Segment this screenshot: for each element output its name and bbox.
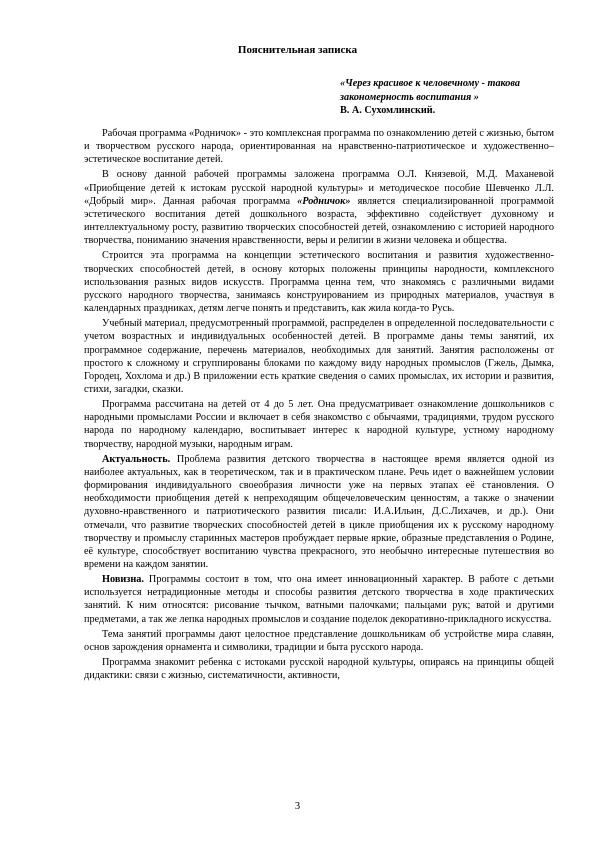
paragraph (84, 317, 554, 396)
paragraph (84, 168, 554, 247)
paragraph (84, 398, 554, 451)
epigraph-author: В. А. Сухомлинский. (340, 105, 436, 116)
page-number: 3 (294, 801, 301, 812)
document-title: Пояснительная записка (237, 44, 358, 56)
paragraph-text: Программа рассчитана на детей от 4 до 5 лет. Она предусматривает ознакомление дошкольников с народными промыслами России и включает в себя знакомство с обычаями, традициями, трудом русского народа по народному календарю, воспитывает интерес к народной культуре, устному народному творчеству, народной музыки, народным играм. (84, 399, 554, 450)
paragraph (84, 628, 554, 654)
paragraph (84, 453, 554, 571)
paragraph-text: является специализированной программой эстетического воспитания детей дошкольного возраста, эффективно содействует духовному и интеллектуальному росту, развитию творческих способностей детей, ознакомлению с историей народного творчества, пониманию значения нравственности, веры и религии в жизни человека и общества. (84, 195, 555, 247)
paragraph-text: Программа знакомит ребенка с истоками русской народной культуры, опираясь на принципы общей дидактики: связи с жизнью, систематичности, активности, (84, 657, 554, 682)
paragraph-text: Строится эта программа на концепции эстетического воспитания и развития художественно-творческих способностей детей, в основу которых положены принципы народности, комплексного использования разных видов искусств. Программа ценна тем, что знакомясь с различными видами русского народного творчества, занимаясь конструированием из природных материалов, участвуя в календарных праздниках, детям легче понять и представить, как жила когда-то Русь. (84, 250, 554, 315)
paragraph (84, 573, 554, 626)
epigraph (340, 77, 560, 118)
paragraph (84, 249, 554, 315)
paragraph-text: Тема занятий программы дают целостное представление дошкольникам об устройстве мира славян, основ зарождения орнамента и символики, традиции и быта русского народа. (84, 628, 554, 653)
paragraph (84, 656, 554, 682)
epigraph-quote: «Через красивое к человечному - такова закономерность воспитания » (340, 78, 520, 103)
paragraph-text: В основу данной рабочей программы заложена программа О.Л. Князевой, М.Д. Маханевой «Приобщение детей к истокам русской народной культуры» и методическое пособие Шевченко Л.Л. «Добрый мир». Данная рабочая программа (84, 169, 554, 207)
section-heading-novelty: Новизна. (102, 574, 144, 586)
paragraph-text: Учебный материал, предусмотренный программой, распределен в определенной последовательности с учетом возрастных и индивидуальных особенностей детей. В программе даны темы занятий, их программное содержание, перечень материалов, необходимых для занятий. Занятия расположены от простого к сложному и сгруппированы блоками по каждому виду народных промыслов (Гжель, Дымка, Городец, Хохлома и др.) В приложении есть краткие сведения о самих промыслах, их истории и развития, стихи, загадки, сказки. (84, 318, 554, 395)
section-heading-relevance: Актуальность. (102, 453, 171, 465)
paragraph-text: Рабочая программа «Родничок» - это комплексная программа по ознакомлению детей с жизнью, бытом и творчеством русского народа, ориентированная на нравственно-патриотическое и художественно–эстетическое воспитание детей. (84, 128, 554, 166)
paragraph (84, 127, 554, 166)
program-name-emphasis: «Родничок» (297, 195, 351, 207)
paragraph-text: Программы состоит в том, что она имеет инновационный характер. В работе с детьми используется нетрадиционные методы и способы развития детского творчества в ходе практических занятий. К ним относятся: рисование тычком, ватными палочками; пальцами рук; ватой и другими предметами, а так же лепка народных промыслов и создание поделок декоративно-прикладного искусства. (84, 574, 554, 625)
paragraph-text: Проблема развития детского творчества в настоящее время является одной из наиболее актуальных, как в теоретическом, так и в практическом плане. Речь идет о важнейшем условии формирования индивидуального своеобразия личности уже на первых этапах её становления. О необходимости приобщения детей к непреходящим общечеловеческим ценностям, а также о значении духовно-нравственного и патриотического развития писали: И.А.Ильин, Д.С.Лихачев, и др.). Они отмечали, что развитие творческих способностей детей в цикле приобщения их к русскому народному творчеству и промыслу старинных мастеров пробуждает первые яркие, образные представления о Родине, её культуре, способствует воспитанию чувства прекрасного, это необычно интересные путешествия во времени на каждом занятии. (84, 453, 554, 570)
document-body (84, 127, 554, 684)
